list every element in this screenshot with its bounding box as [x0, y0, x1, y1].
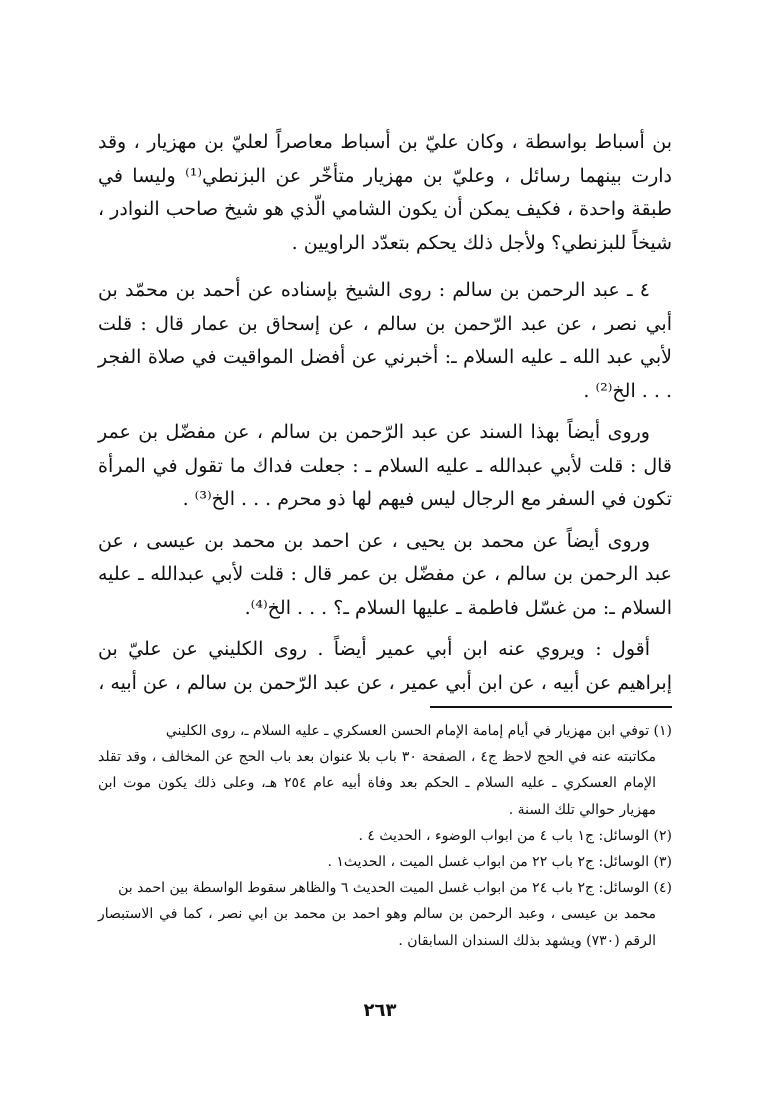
footnote-1-continued: مكاتبته عنه في الحج لاحظ ج٤ ، الصفحة ٣٠ باب بلا عنوان بعد باب الحج عن المخالف ، وقد تقلد الإمام العسكري ـ عليه السلام ـ الحكم بعد وفاة أبيه عام ٢٥٤ هـ، وعلى ذلك يكون موت ابن مهزيار حوالي تلك السنة .: [98, 749, 656, 818]
paragraph: وروى أيضاً بهذا السند عن عبد الرّحمن بن سالم ، عن مفضّل بن عمر قال : قلت لأبي عبدالله ـ عليه السلام ـ : جعلت فداك ما تقول في المرأة تكون في السفر مع الرجال ليس فيهم لها ذو محرم . . . الخ⁽³⁾ .: [98, 421, 672, 510]
footnote-4: (٤) الوسائل: ج٢ باب ٢٤ من ابواب غسل الميت الحديث ٦ والظاهر سقوط الواسطة بين احمد بن: [118, 880, 672, 897]
paragraph: أقول : ويروي عنه ابن أبي عمير أيضاً . روى الكليني عن عليّ بن إبراهيم عن أبيه ، عن ابن أبي عمير ، عن عبد الرّحمن بن سالم ، عن أبيه ،: [98, 638, 672, 694]
page-number: ٢٦٣: [363, 1000, 397, 1021]
footnote-2: (٢) الوسائل: ج١ باب ٤ من ابواب الوضوء ، الحديث ٤ .: [358, 827, 672, 844]
paragraph: ٤ ـ عبد الرحمن بن سالم : روى الشيخ بإسناده عن أحمد بن محمّد بن أبي نصر ، عن عبد الرّحمن بن سالم ، عن إسحاق بن عمار قال : قلت لأبي عبد الله ـ عليه السلام ـ: أخبرني عن أفضل المواقيت في صلاة الفجر . . . الخ⁽²⁾ .: [98, 279, 672, 402]
paragraph: بن أسباط بواسطة ، وكان عليّ بن أسباط معاصراً لعليّ بن مهزيار ، وقد دارت بينهما رسائل ، وعليّ بن مهزيار متأخّر عن البزنطي⁽¹⁾ وليسا في طبقة واحدة ، فكيف يمكن أن يكون الشامي الّذي هو شيخ صاحب النوادر ، شيخاً للبزنطي؟ ولأجل ذلك يحكم بتعدّد الراويين .: [98, 131, 672, 254]
footnote-1: [98, 718, 672, 744]
footnote-text: (١) توفي ابن مهزيار في أيام إمامة الإمام الحسن العسكري ـ عليه السلام ـ، روى الكليني: [165, 723, 672, 739]
footnote-3: (٣) الوسائل: ج٢ باب ٢٢ من ابواب غسل الميت ، الحديث١ .: [327, 854, 672, 871]
footnote-4-continued: محمد بن عيسى ، وعبد الرحمن بن سالم وهو احمد بن محمد بن ابي نصر ، كما في الاستبصار الرقم (٧٣٠) ويشهد بذلك السندان السابقان .: [98, 906, 656, 949]
footnotes: [98, 718, 672, 954]
main-text: [98, 126, 672, 700]
footnote-separator: [430, 706, 672, 708]
paragraph: وروى أيضاً عن محمد بن يحيى ، عن احمد بن محمد بن عيسى ، عن عبد الرحمن بن سالم ، عن مفضّل بن عمر قال : قلت لأبي عبدالله ـ عليه السلام ـ: من غسّل فاطمة ـ عليها السلام ـ؟ . . . الخ⁽⁴⁾.: [98, 529, 672, 619]
